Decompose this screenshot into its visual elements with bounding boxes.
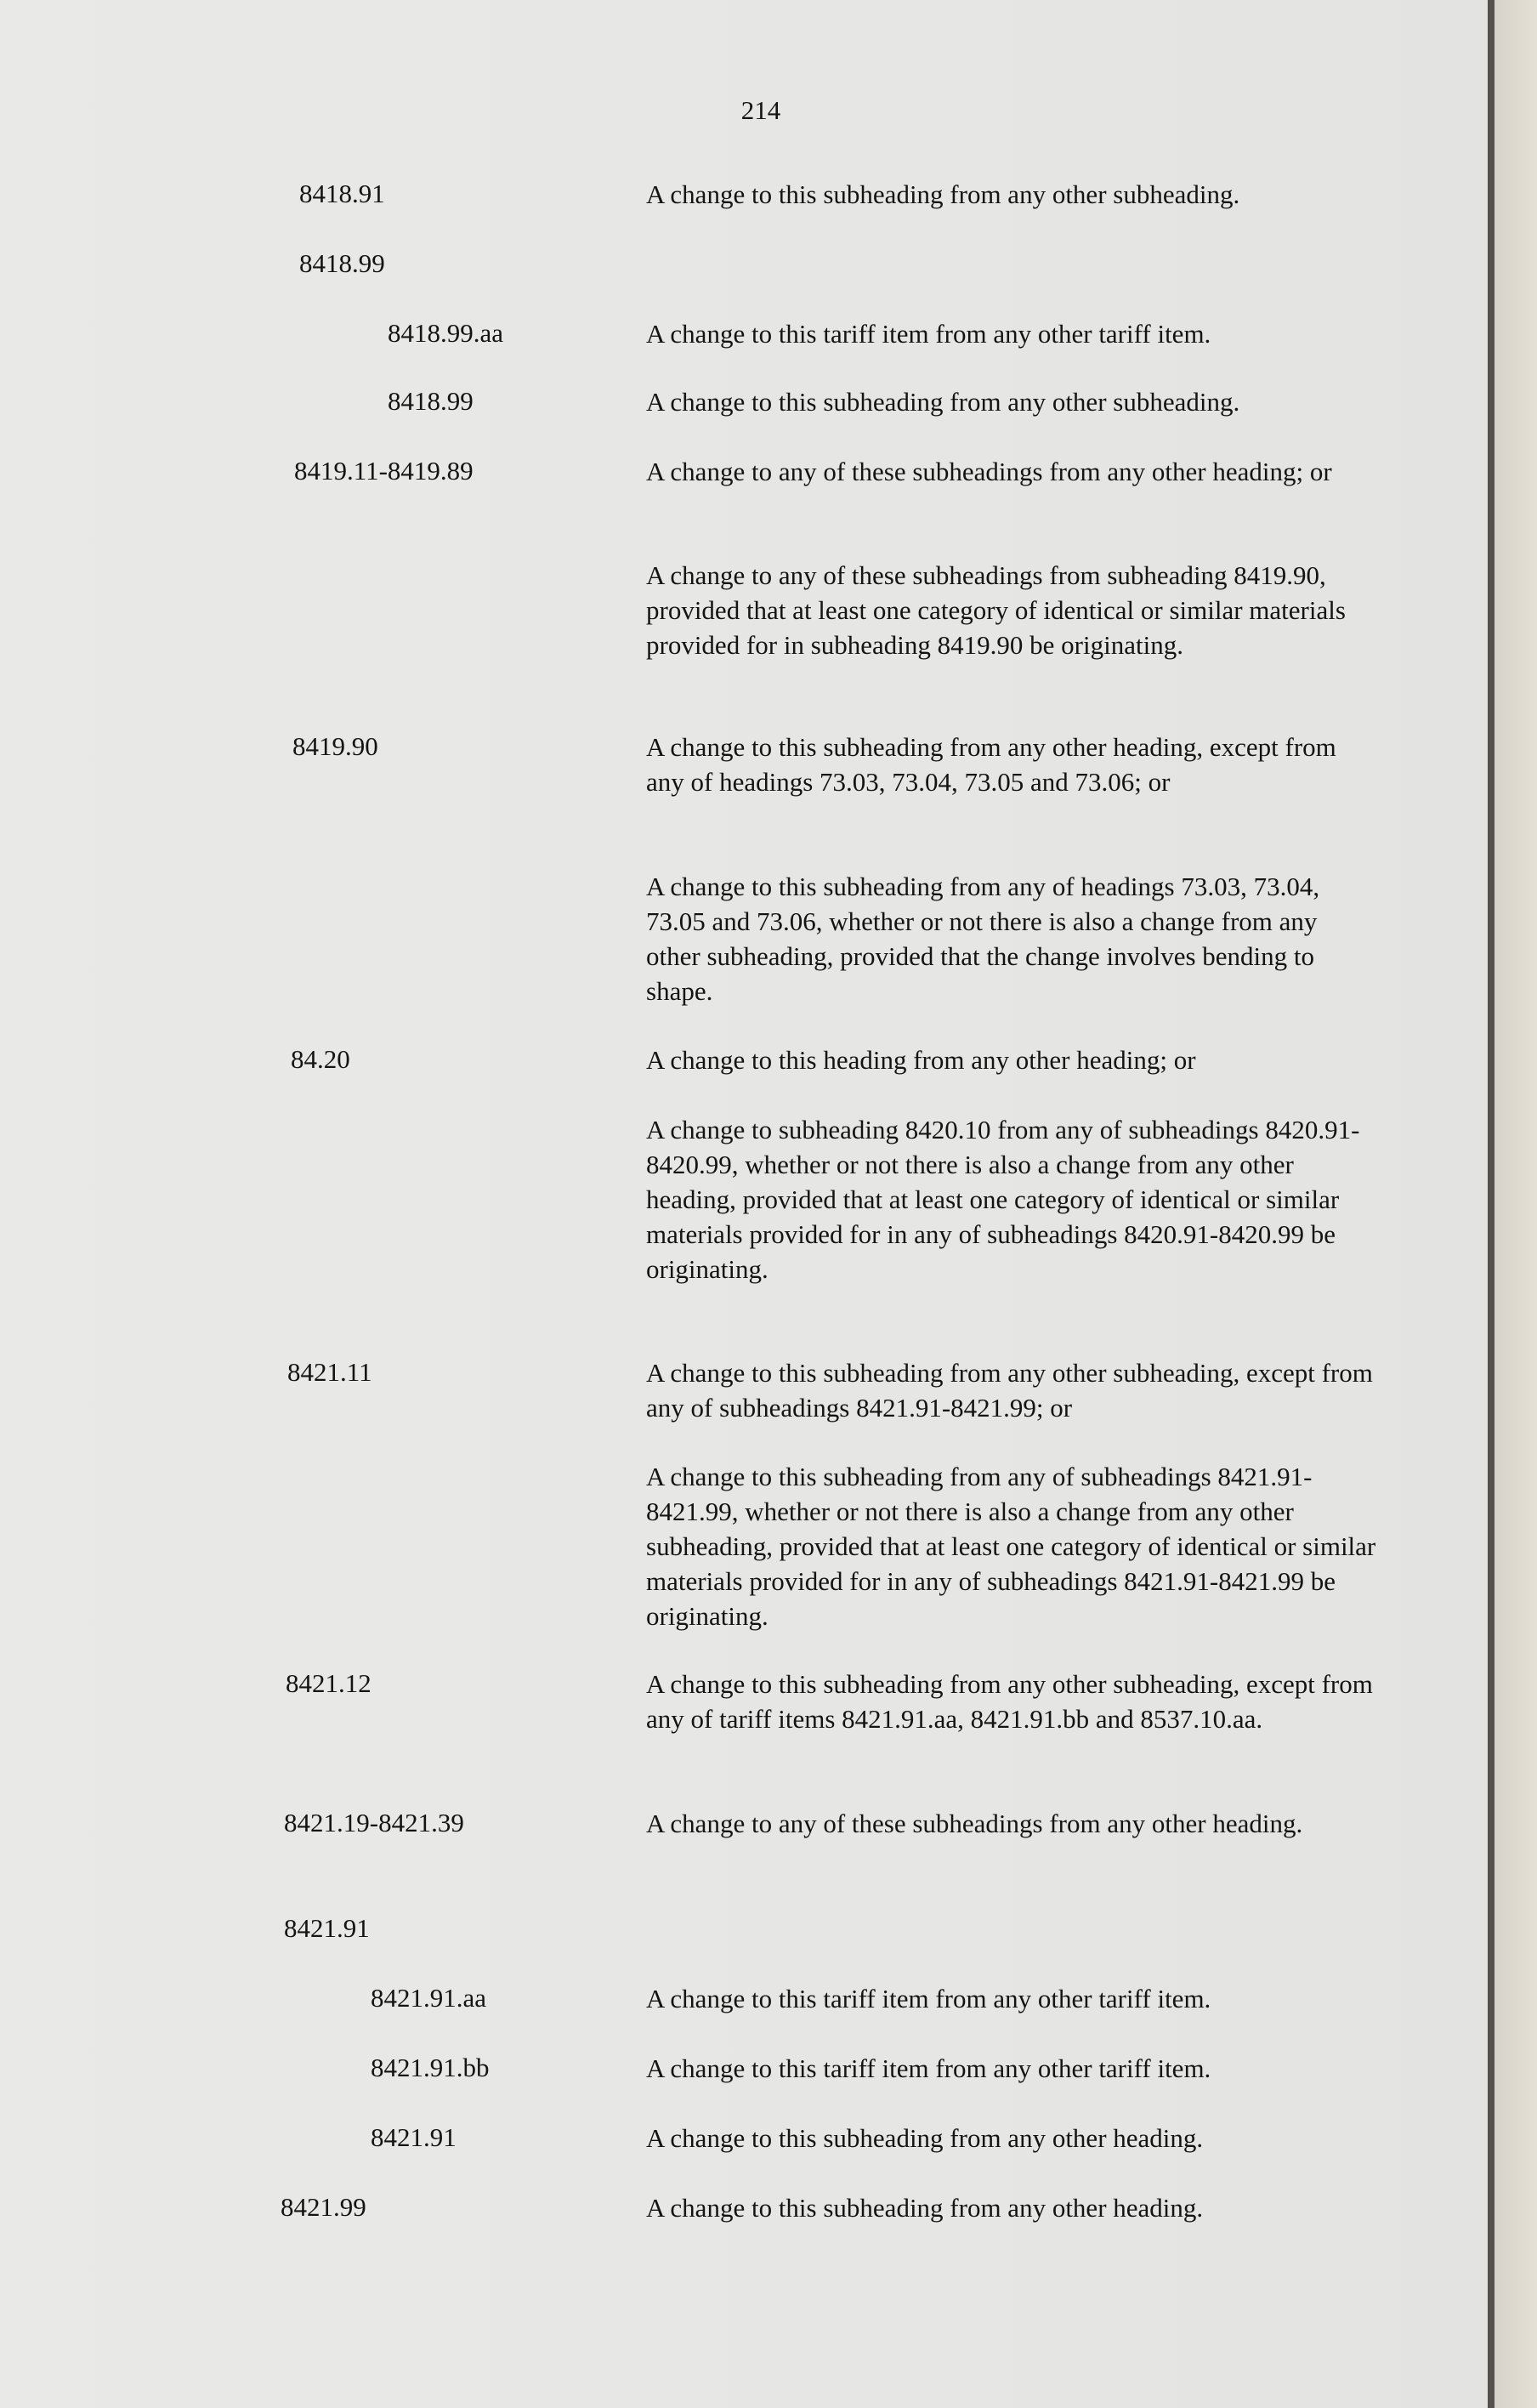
rule-text <box>646 1981 1377 2016</box>
rule-text <box>646 454 1377 489</box>
tariff-code: 8421.99 <box>281 2192 366 2222</box>
rule-paragraph: A change to any of these subheadings from any other heading. <box>646 1809 1303 1838</box>
page-number: 214 <box>740 95 781 125</box>
rule-text <box>646 869 1377 1008</box>
rule-paragraph: A change to this tariff item from any other tariff item. <box>646 319 1211 349</box>
rule-paragraph: A change to this subheading from any of headings 73.03, 73.04, 73.05 and 73.06, whether or not there is also a change from any other subheading, provided that the change involves bending to shape. <box>646 872 1320 1006</box>
tariff-code: 8421.19-8421.39 <box>284 1808 464 1837</box>
rule-text <box>646 2121 1377 2155</box>
rule-paragraph: A change to any of these subheadings from subheading 8419.90, provided that at least one category of identical or similar materials provided for in subheading 8419.90 be originating. <box>646 560 1346 660</box>
rule-text <box>646 316 1377 351</box>
rule-text <box>646 1042 1377 1077</box>
rule-text <box>646 384 1377 419</box>
rule-paragraph: A change to this subheading from any of subheadings 8421.91-8421.99, whether or not there is also a change from any other subheading, provided that at least one category of identical or similar materials provided for in any of subheadings 8421.91-8421.99 be originating. <box>646 1462 1376 1631</box>
rule-text <box>646 1355 1377 1425</box>
page-edge-shadow <box>1488 0 1494 2408</box>
rule-text <box>646 730 1377 799</box>
tariff-code: 8418.99 <box>388 386 474 416</box>
rule-paragraph: A change to this subheading from any other subheading, except from any of tariff items 8421.91.aa, 8421.91.bb and 8537.10.aa. <box>646 1669 1373 1734</box>
tariff-code: 8418.99.aa <box>388 318 504 348</box>
tariff-code: 84.20 <box>291 1044 350 1074</box>
tariff-code: 8418.91 <box>299 179 385 208</box>
rule-paragraph: A change to this subheading from any other subheading. <box>646 179 1240 209</box>
rule-text <box>646 1667 1377 1736</box>
rule-text <box>646 558 1377 662</box>
rule-paragraph: A change to this heading from any other heading; or <box>646 1045 1196 1075</box>
tariff-code: 8421.12 <box>286 1668 371 1698</box>
rule-text <box>646 1459 1377 1633</box>
rule-text <box>646 177 1377 212</box>
rule-text <box>646 1112 1377 1286</box>
rule-paragraph: A change to this subheading from any other subheading, except from any of subheadings 8421.91-8421.99; or <box>646 1358 1373 1423</box>
rule-paragraph: A change to this subheading from any other subheading. <box>646 387 1240 417</box>
rule-paragraph: A change to this tariff item from any other tariff item. <box>646 2053 1211 2083</box>
tariff-code: 8421.91 <box>284 1913 370 1943</box>
rule-paragraph: A change to any of these subheadings from any other heading; or <box>646 457 1332 486</box>
tariff-code: 8421.91.bb <box>371 2053 490 2082</box>
next-page-edge <box>1494 0 1537 2408</box>
tariff-code: 8419.90 <box>292 731 378 761</box>
rule-text <box>646 1806 1377 1841</box>
rule-text <box>646 2190 1377 2225</box>
tariff-code: 8421.91.aa <box>371 1983 487 2013</box>
rule-paragraph: A change to this subheading from any other heading. <box>646 2193 1204 2223</box>
rule-paragraph: A change to subheading 8420.10 from any of subheadings 8420.91-8420.99, whether or not there is also a change from any other heading, provided that at least one category of identical or similar materials provided for in any of subheadings 8420.91-8420.99 be originating. <box>646 1115 1360 1284</box>
rule-paragraph: A change to this subheading from any other heading. <box>646 2123 1204 2153</box>
tariff-code: 8421.11 <box>287 1357 372 1387</box>
tariff-code: 8419.11-8419.89 <box>294 456 474 486</box>
tariff-code: 8418.99 <box>299 248 385 278</box>
rule-paragraph: A change to this tariff item from any other tariff item. <box>646 1984 1211 2013</box>
rule-text <box>646 2051 1377 2086</box>
rule-paragraph: A change to this subheading from any other heading, except from any of headings 73.03, 73.04, 73.05 and 73.06; or <box>646 732 1336 797</box>
tariff-code: 8421.91 <box>371 2122 457 2152</box>
